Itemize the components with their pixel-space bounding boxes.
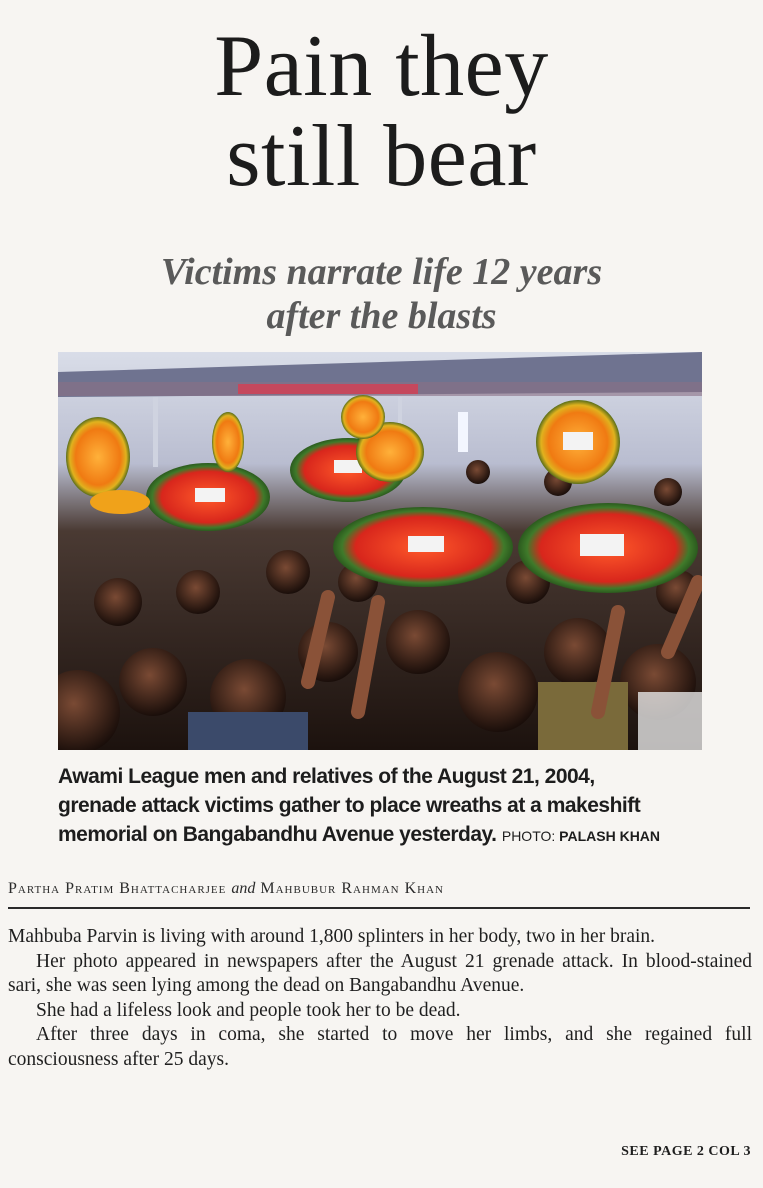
caption-line-2: grenade attack victims gather to place wreaths at a makeshift [58, 794, 641, 817]
caption-line-3 [58, 820, 718, 851]
byline [8, 880, 750, 898]
paragraph-1: Mahbuba Parvin is living with around 1,800 splinters in her body, two in her brain. [8, 926, 656, 947]
article-body [8, 925, 752, 1072]
photo-credit [502, 828, 660, 844]
subheadline [0, 250, 763, 338]
paragraph-2: Her photo appeared in newspapers after the August 21 grenade attack. In blood-stained sari, she was seen lying among the dead on Bangabandhu Avenue. [8, 950, 752, 996]
byline-rule [8, 907, 750, 909]
continuation-jump: SEE PAGE 2 COL 3 [621, 1144, 751, 1159]
caption-line-1: Awami League men and relatives of the August 21, 2004, [58, 765, 595, 788]
paragraph-3: She had a lifeless look and people took her to be dead. [36, 999, 461, 1021]
headline-line-1: Pain they [214, 18, 549, 115]
subhead-line-2: after the blasts [266, 295, 497, 337]
photo-credit-name: PALASH KHAN [559, 828, 661, 844]
headline-line-2: still bear [226, 108, 537, 205]
subhead-line-1: Victims narrate life 12 years [160, 251, 603, 293]
news-photo [58, 352, 702, 750]
crowd-with-wreaths-image [58, 352, 702, 750]
byline-author-1: Partha Pratim Bhattacharjee [8, 880, 227, 897]
caption-line-3-text: memorial on Bangabandhu Avenue yesterday. [58, 823, 497, 846]
photo-caption [58, 762, 718, 851]
headline [0, 18, 763, 205]
byline-author-2: Mahbubur Rahman Khan [260, 880, 445, 897]
paragraph-4: After three days in coma, she started to move her limbs, and she regained full consciousness after 25 days. [8, 1024, 752, 1070]
photo-credit-label: PHOTO: [501, 828, 556, 844]
byline-conjunction: and [231, 880, 256, 897]
